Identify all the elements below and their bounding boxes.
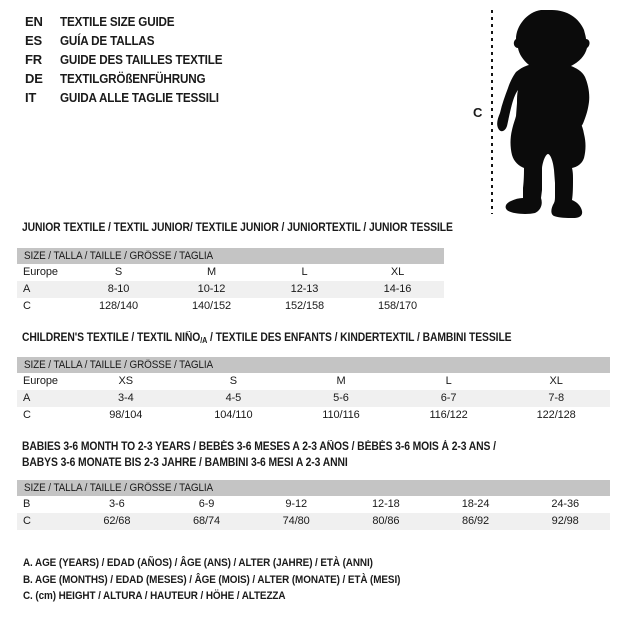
height-measure-label: C [473, 105, 483, 120]
cell: 3-4 [117, 392, 134, 404]
row-label: C [23, 300, 31, 312]
row-label: C [23, 515, 31, 527]
language-label: TEXTILE SIZE GUIDE [60, 14, 175, 29]
section-title-line2: BABYS 3-6 MONATE BIS 2-3 JAHRE / BAMBINI 3-6 MESI A 2-3 ANNI [22, 456, 348, 469]
cell: 140/152 [191, 300, 232, 312]
section-title-junior [22, 221, 501, 237]
cell: 98/104 [109, 409, 143, 421]
cell: 9-12 [285, 498, 307, 510]
cell: M [206, 266, 217, 278]
cell: 122/128 [536, 409, 576, 421]
language-label: TEXTILGRÖßENFÜHRUNG [60, 71, 206, 86]
table-row [17, 298, 444, 315]
cell: 3-6 [109, 498, 125, 510]
babies-size-table [17, 480, 610, 530]
table-header-text: SIZE / TALLA / TAILLE / GRÖSSE / TAGLIA [24, 250, 214, 262]
language-label: GUÍA DE TALLAS [60, 33, 155, 48]
cell: 8-10 [107, 283, 130, 295]
footnotes [23, 555, 442, 605]
cell: 18-24 [461, 498, 490, 510]
language-code: IT [25, 90, 37, 105]
language-label: GUIDA ALLE TAGLIE TESSILI [60, 90, 219, 105]
cell: 110/116 [322, 409, 360, 421]
section-title-babies [22, 440, 549, 471]
cell: 92/98 [551, 515, 579, 527]
row-label: B [23, 498, 31, 510]
section-title-text: JUNIOR TEXTILE / TEXTIL JUNIOR/ TEXTILE JUNIOR / JUNIORTEXTIL / JUNIOR TESSILE [22, 222, 453, 234]
table-row [17, 264, 444, 281]
section-title-children [22, 331, 566, 349]
section-title-line1: BABIES 3-6 MONTH TO 2-3 YEARS / BEBÉS 3-6 MESES A 2-3 AÑOS / BÉBÉS 3-6 MOIS À 2-3 ANS / [22, 441, 496, 453]
cell: 62/68 [103, 515, 131, 527]
cell: S [229, 375, 238, 387]
table-header-text: SIZE / TALLA / TAILLE / GRÖSSE / TAGLIA [24, 359, 214, 371]
row-label: A [23, 392, 31, 404]
footnote-c [23, 588, 442, 605]
row-label: Europe [23, 375, 58, 387]
cell: 6-9 [198, 498, 215, 510]
language-code: DE [25, 71, 43, 86]
footnote-text: A. AGE (YEARS) / EDAD (AÑOS) / ÂGE (ANS) / ALTER (JAHRE) / ETÀ (ANNI) [23, 557, 373, 569]
section-title-text [22, 331, 512, 349]
cell: 68/74 [192, 515, 221, 527]
cell: 14-16 [383, 283, 412, 295]
cell: 4-5 [225, 392, 242, 404]
title-subscript: /A [200, 336, 208, 345]
row-label: A [23, 283, 31, 295]
cell: 86/92 [462, 515, 490, 527]
cell: 10-12 [197, 283, 226, 295]
cell: L [301, 266, 308, 278]
child-silhouette-icon [495, 8, 593, 220]
footnote-a [23, 555, 442, 572]
footnote-text: C. (cm) HEIGHT / ALTURA / HAUTEUR / HÖHE / ALTEZZA [23, 590, 286, 602]
cell: M [336, 375, 346, 387]
language-code: EN [25, 14, 43, 29]
language-row-it [25, 88, 240, 107]
table-header-bar [17, 357, 610, 373]
cell: 128/140 [98, 300, 139, 312]
title-segment: / TEXTILE DES ENFANTS / KINDERTEXTIL / BAMBINI TESSILE [207, 332, 512, 344]
table-row [17, 513, 610, 530]
language-row-de [25, 69, 240, 88]
cell: 116/122 [429, 409, 468, 421]
cell: XS [118, 375, 134, 387]
cell: 6-7 [440, 392, 457, 404]
table-row [17, 281, 444, 298]
cell: 24-36 [551, 498, 580, 510]
footnote-text: B. AGE (MONTHS) / EDAD (MESES) / ÂGE (MOIS) / ALTER (MONATE) / ETÀ (MESI) [23, 573, 401, 586]
cell: XL [390, 266, 405, 278]
cell: 5-6 [333, 392, 349, 404]
cell: 74/80 [282, 515, 310, 527]
table-row [17, 407, 610, 424]
height-measure-line [491, 10, 493, 214]
table-row [17, 496, 610, 513]
language-code: ES [25, 33, 42, 48]
language-row-fr [25, 50, 240, 69]
language-row-es [25, 31, 240, 50]
cell: 7-8 [548, 392, 564, 404]
language-header [25, 12, 240, 107]
cell: 158/170 [377, 300, 418, 312]
table-row [17, 373, 610, 390]
row-label: Europe [23, 266, 58, 278]
cell: 12-13 [290, 283, 319, 295]
children-size-table [17, 357, 610, 424]
table-header-bar [17, 480, 610, 496]
cell: S [114, 266, 123, 278]
table-row [17, 390, 610, 407]
language-row-en [25, 12, 240, 31]
row-label: C [23, 409, 31, 421]
language-code: FR [25, 52, 42, 67]
cell: XL [549, 375, 563, 387]
cell: 80/86 [372, 515, 400, 527]
cell: L [445, 375, 452, 387]
cell: 152/158 [284, 300, 325, 312]
cell: 12-18 [372, 498, 400, 510]
table-header-text: SIZE / TALLA / TAILLE / GRÖSSE / TAGLIA [24, 482, 214, 494]
footnote-b [23, 572, 442, 589]
title-segment: CHILDREN'S TEXTILE / TEXTIL NIÑO [22, 332, 201, 344]
cell: 104/110 [214, 409, 253, 421]
language-label: GUIDE DES TAILLES TEXTILE [60, 52, 223, 67]
table-header-bar [17, 248, 444, 264]
junior-size-table [17, 248, 444, 315]
